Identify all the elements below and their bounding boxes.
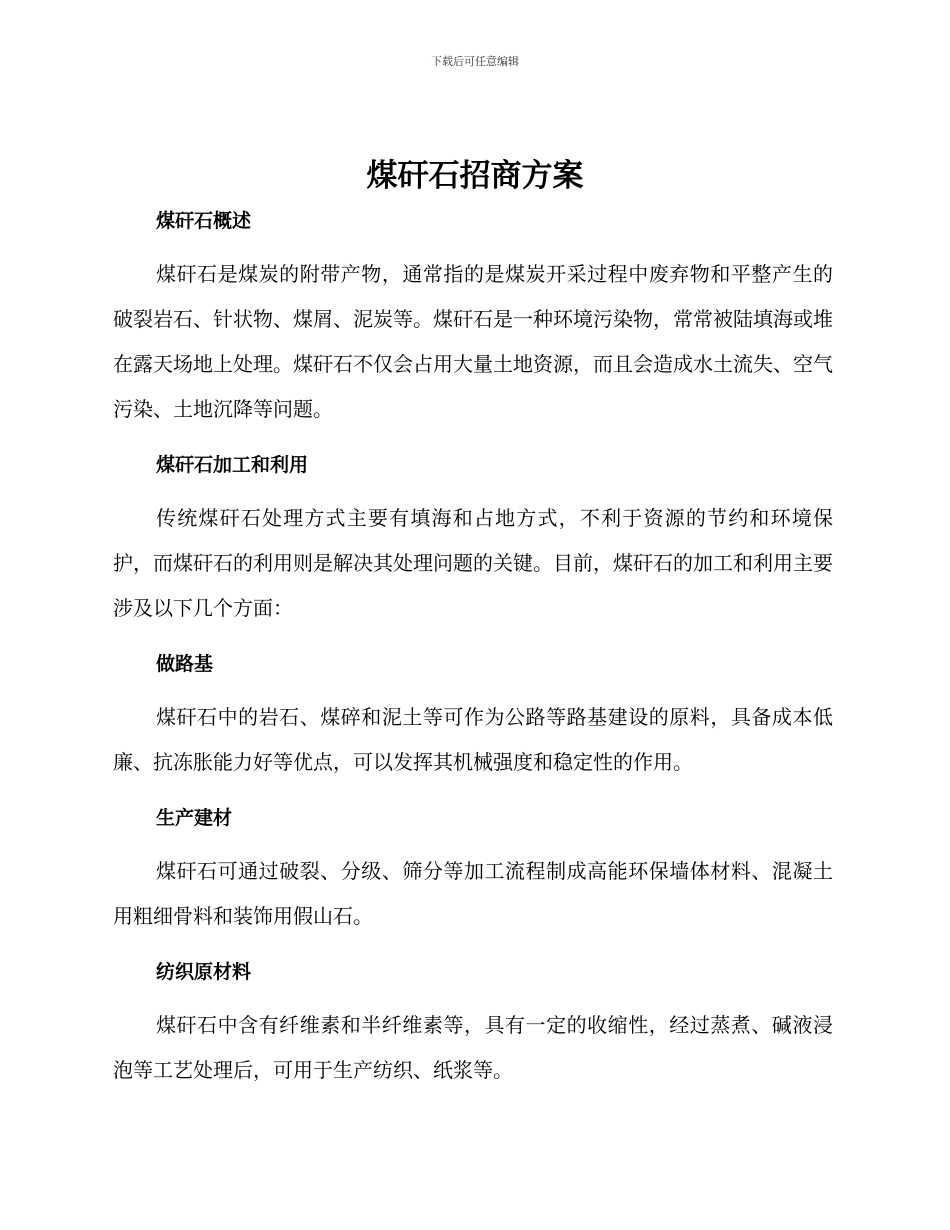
- document-title: 煤矸石招商方案: [366, 158, 584, 194]
- header-note: 下载后可任意编辑: [431, 55, 519, 68]
- section-heading-roadbed: 做路基: [156, 653, 214, 675]
- section-heading-processing: 煤矸石加工和利用: [156, 454, 309, 476]
- section-paragraph-building-materials: 煤矸石可通过破裂、分级、筛分等加工流程制成高能环保墙体材料、混凝土用粗细骨料和装饰用假山石。: [113, 859, 833, 928]
- document-body: [113, 203, 833, 1093]
- section-heading-building-materials: 生产建材: [156, 807, 233, 829]
- section-paragraph-textile: 煤矸石中含有纤维素和半纤维素等，具有一定的收缩性，经过蒸煮、碱液浸泡等工艺处理后，可用于生产纺织、纸浆等。: [113, 1013, 833, 1082]
- section-paragraph-overview: 煤矸石是煤炭的附带产物，通常指的是煤炭开采过程中废弃物和平整产生的破裂岩石、针状物、煤屑、泥炭等。煤矸石是一种环境污染物，常常被陆填海或堆在露天场地上处理。煤矸石不仅会占用大量土地资源，而且会造成水土流失、空气污染、土地沉降等问题。: [113, 262, 833, 421]
- section-heading-overview: 煤矸石概述: [156, 210, 252, 232]
- section-paragraph-processing: 传统煤矸石处理方式主要有填海和占地方式，不利于资源的节约和环境保护，而煤矸石的利用则是解决其处理问题的关键。目前，煤矸石的加工和利用主要涉及以下几个方面：: [113, 506, 833, 620]
- section-paragraph-roadbed: 煤矸石中的岩石、煤碎和泥土等可作为公路等路基建设的原料，具备成本低廉、抗冻胀能力好等优点，可以发挥其机械强度和稳定性的作用。: [113, 705, 833, 774]
- section-heading-textile: 纺织原材料: [156, 961, 252, 983]
